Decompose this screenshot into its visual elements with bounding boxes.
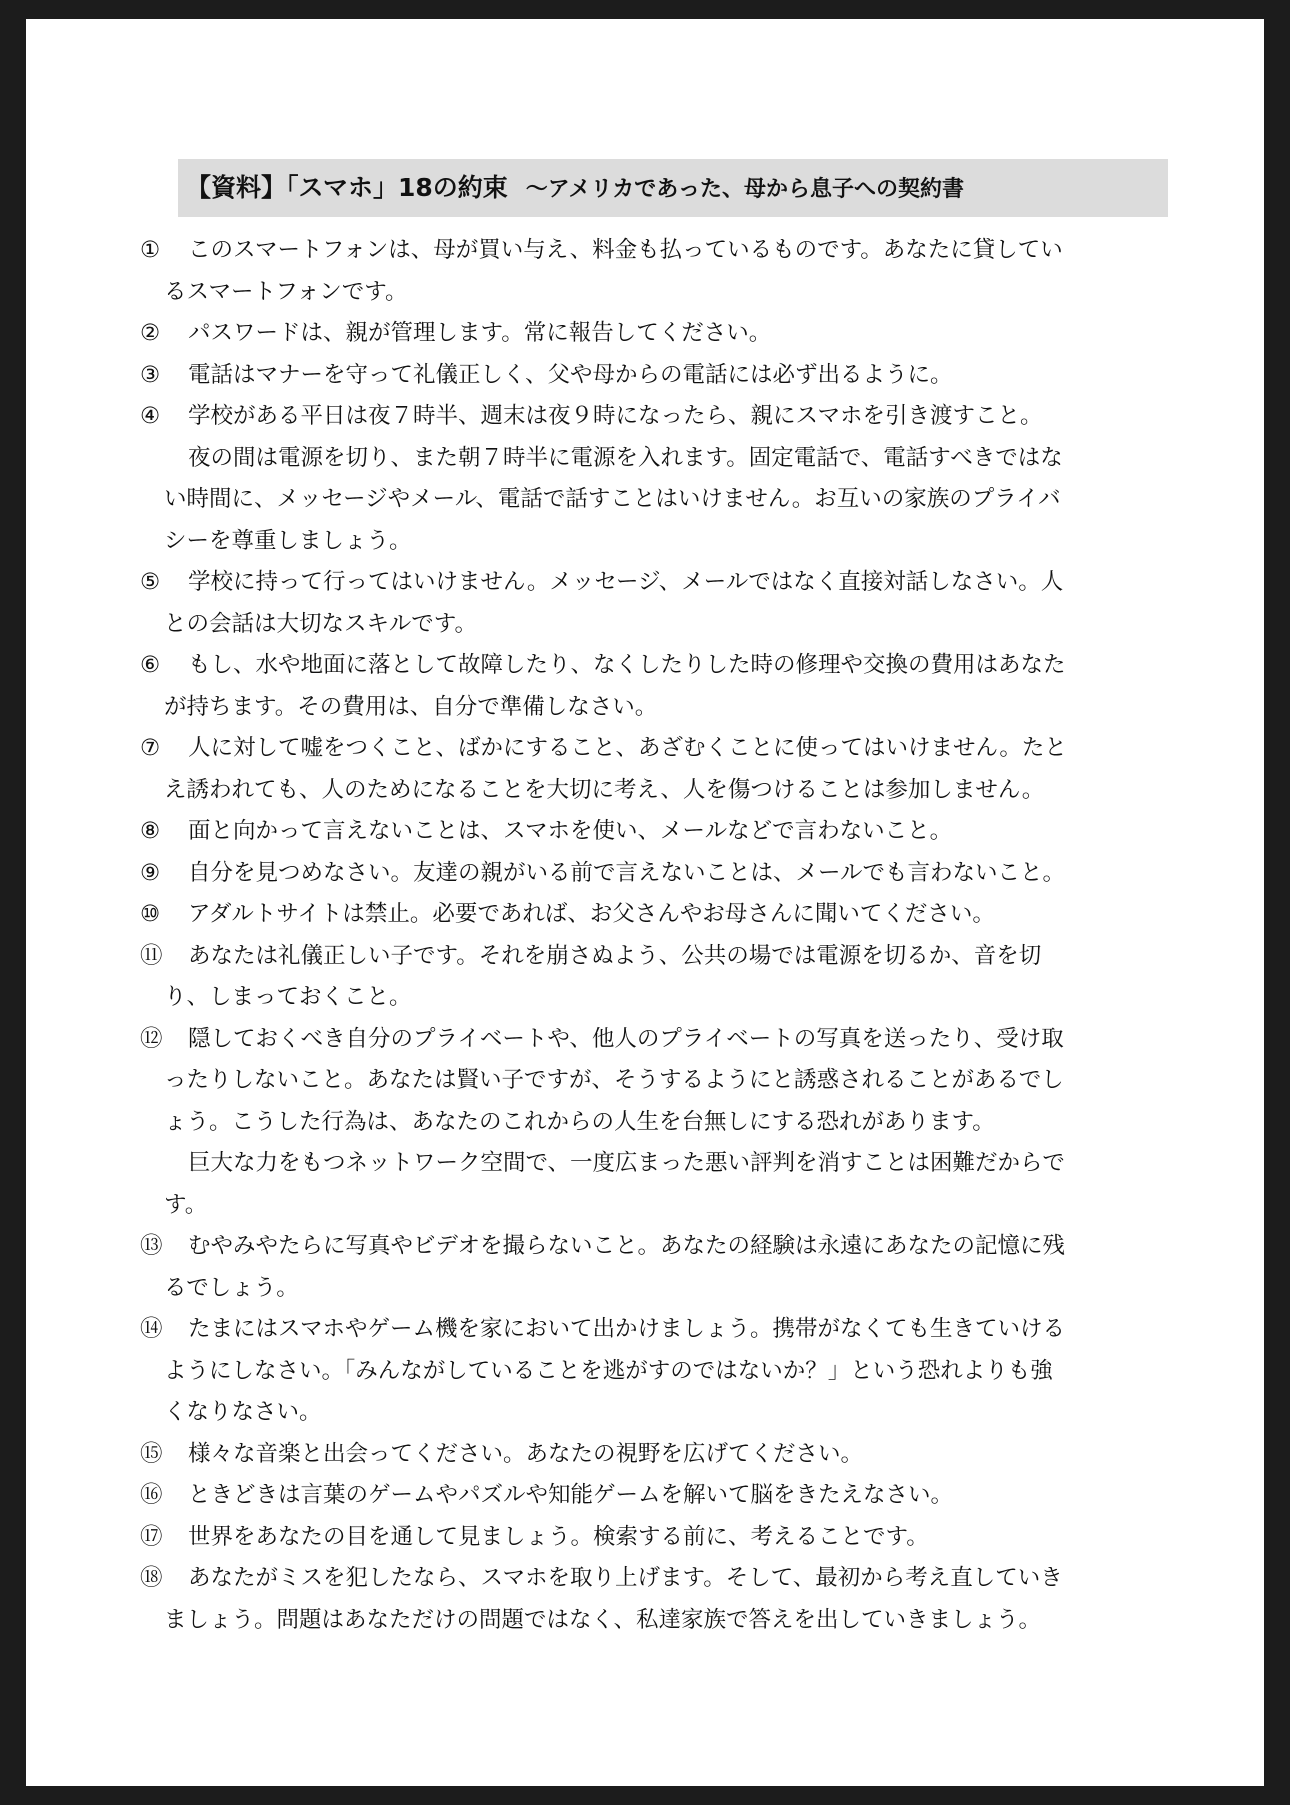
promise-line: 夜の間は電源を切り、また朝７時半に電源を入れます。固定電話で、電話すべきではな bbox=[188, 444, 1063, 471]
promise-line: 隠しておくべき自分のプライベートや、他人のプライベートの写真を送ったり、受け取 bbox=[188, 1025, 1064, 1052]
promise-line: り、しまっておくこと。 bbox=[164, 984, 412, 1010]
promise-item bbox=[140, 1309, 1200, 1434]
promise-line: アダルトサイトは禁止。必要であれば、お父さんやお母さんに聞いてください。 bbox=[188, 901, 995, 927]
promise-line: 自分を見つめなさい。友達の親がいる前で言えないことは、メールでも言わないこと。 bbox=[188, 859, 1066, 886]
promise-number: ⑭ bbox=[140, 1316, 163, 1342]
promise-item bbox=[140, 936, 1200, 1019]
title-subtitle: 〜アメリカであった、母から息子への契約書 bbox=[525, 177, 965, 202]
promise-number: ⑬ bbox=[140, 1233, 163, 1259]
promise-line: このスマートフォンは、母が買い与え、料金も払っているものです。あなたに貸してい bbox=[188, 237, 1063, 263]
promise-item bbox=[140, 645, 1200, 728]
promise-text bbox=[140, 230, 1200, 313]
promise-number: ⑮ bbox=[140, 1440, 163, 1467]
title-main: 【資料】「スマホ」18の約束 bbox=[186, 173, 508, 202]
promise-item bbox=[140, 1475, 1200, 1517]
promise-item bbox=[140, 728, 1200, 811]
promise-line: もし、水や地面に落として故障したり、なくしたりした時の修理や交換の費用はあなた bbox=[188, 652, 1066, 678]
promise-text bbox=[140, 1517, 1200, 1559]
promise-item bbox=[140, 313, 1200, 355]
promise-line: 面と向かって言えないことは、スマホを使い、メールなどで言わないこと。 bbox=[188, 818, 953, 844]
promise-number: ⑯ bbox=[140, 1482, 163, 1508]
promise-number: ④ bbox=[140, 403, 161, 429]
promise-list bbox=[140, 230, 1200, 1641]
promise-text bbox=[140, 1434, 1200, 1476]
promise-number: ② bbox=[140, 320, 161, 346]
promise-text bbox=[140, 811, 1200, 853]
promise-line: るスマートフォンです。 bbox=[164, 278, 408, 305]
promise-line: ょう。こうした行為は、あなたのこれからの人生を台無しにする恐れがあります。 bbox=[164, 1108, 995, 1135]
promise-text bbox=[140, 728, 1200, 811]
promise-line: パスワードは、親が管理します。常に報告してください。 bbox=[188, 320, 772, 346]
promise-item bbox=[140, 853, 1200, 895]
promise-text bbox=[140, 396, 1200, 562]
promise-text bbox=[140, 853, 1200, 895]
promise-text bbox=[140, 1226, 1200, 1309]
promise-number: ⑩ bbox=[140, 901, 161, 927]
promise-number: ⑥ bbox=[140, 652, 161, 678]
promise-number: ⑫ bbox=[140, 1025, 163, 1052]
promise-number: ⑧ bbox=[140, 818, 161, 844]
promise-line: 学校に持って行ってはいけません。メッセージ、メールではなく直接対話しなさい。人 bbox=[188, 569, 1064, 595]
promise-line: す。 bbox=[164, 1191, 208, 1218]
promise-line: シーを尊重しましょう。 bbox=[164, 527, 412, 554]
promise-text bbox=[140, 645, 1200, 728]
promise-number: ⑪ bbox=[140, 942, 163, 969]
promise-number: ⑱ bbox=[140, 1565, 163, 1591]
promise-number: ⑰ bbox=[140, 1523, 163, 1550]
promise-line: 人に対して嘘をつくこと、ばかにすること、あざむくことに使ってはいけません。たと bbox=[188, 735, 1067, 761]
promise-text bbox=[140, 1309, 1200, 1434]
promise-number: ⑦ bbox=[140, 735, 161, 761]
promise-number: ① bbox=[140, 237, 161, 263]
promise-line: あなたがミスを犯したなら、スマホを取り上げます。そして、最初から考え直していき bbox=[188, 1565, 1063, 1591]
promise-line: え誘われても、人のためになることを大切に考え、人を傷つけることは参加しません。 bbox=[164, 776, 1045, 803]
promise-text bbox=[140, 936, 1200, 1019]
promise-line: 世界をあなたの目を通して見ましょう。検索する前に、考えることです。 bbox=[188, 1523, 929, 1550]
promise-item bbox=[140, 894, 1200, 936]
promise-item bbox=[140, 811, 1200, 853]
promise-line: 様々な音楽と出会ってください。あなたの視野を広げてください。 bbox=[188, 1440, 864, 1467]
promise-text bbox=[140, 313, 1200, 355]
promise-text bbox=[140, 355, 1200, 397]
promise-item bbox=[140, 562, 1200, 645]
promise-text bbox=[140, 1019, 1200, 1227]
promise-text bbox=[140, 562, 1200, 645]
promise-line: い時間に、メッセージやメール、電話で話すことはいけません。お互いの家族のプライバ bbox=[164, 486, 1061, 512]
promise-line: むやみやたらに写真やビデオを撮らないこと。あなたの経験は永遠にあなたの記憶に残 bbox=[188, 1233, 1066, 1259]
promise-number: ③ bbox=[140, 361, 161, 388]
promise-text bbox=[140, 1558, 1200, 1641]
promise-line: ましょう。問題はあなただけの問題ではなく、私達家族で答えを出していきましょう。 bbox=[164, 1606, 1042, 1633]
promise-line: ようにしなさい。「みんながしていることを逃がすのではないか？」という恐れよりも強 bbox=[164, 1357, 1053, 1384]
promise-item bbox=[140, 1558, 1200, 1641]
promise-number: ⑤ bbox=[140, 569, 161, 595]
promise-number: ⑨ bbox=[140, 859, 161, 886]
promise-line: 電話はマナーを守って礼儀正しく、父や母からの電話には必ず出るように。 bbox=[188, 361, 953, 388]
promise-item bbox=[140, 1434, 1200, 1476]
promise-item bbox=[140, 355, 1200, 397]
promise-item bbox=[140, 230, 1200, 313]
promise-line: ときどきは言葉のゲームやパズルや知能ゲームを解いて脳をきたえなさい。 bbox=[188, 1482, 954, 1508]
document-title bbox=[178, 159, 1168, 217]
promise-line: くなりなさい。 bbox=[164, 1399, 322, 1425]
promise-text bbox=[140, 1475, 1200, 1517]
promise-line: たまにはスマホやゲーム機を家において出かけましょう。携帯がなくても生きていける bbox=[188, 1316, 1066, 1342]
promise-item bbox=[140, 1019, 1200, 1227]
document-page bbox=[26, 19, 1264, 1786]
promise-text bbox=[140, 894, 1200, 936]
promise-item bbox=[140, 1517, 1200, 1559]
promise-line: ったりしないこと。あなたは賢い子ですが、そうするようにと誘惑されることがあるでし bbox=[164, 1067, 1064, 1093]
promise-item bbox=[140, 396, 1200, 562]
promise-line: るでしょう。 bbox=[164, 1274, 299, 1301]
promise-line: 巨大な力をもつネットワーク空間で、一度広まった悪い評判を消すことは困難だからで bbox=[188, 1150, 1065, 1176]
promise-line: との会話は大切なスキルです。 bbox=[164, 610, 477, 637]
promise-item bbox=[140, 1226, 1200, 1309]
promise-line: が持ちます。その費用は、自分で準備しなさい。 bbox=[164, 693, 658, 720]
promise-line: あなたは礼儀正しい子です。それを崩さぬよう、公共の場では電源を切るか、音を切 bbox=[188, 942, 1042, 969]
promise-line: 学校がある平日は夜７時半、週末は夜９時になったら、親にスマホを引き渡すこと。 bbox=[188, 403, 1043, 429]
